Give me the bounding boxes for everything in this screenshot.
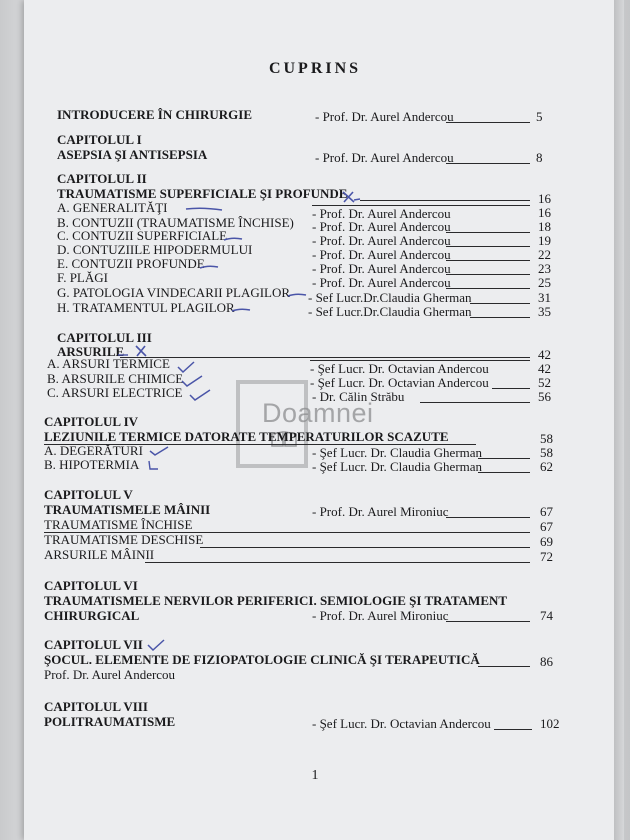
handwritten-check-icon: [146, 458, 160, 472]
toc-c3-b: B. ARSURILE CHIMICE: [47, 371, 184, 386]
toc-c3-title: ARSURILE: [57, 344, 125, 359]
toc-c5-page: 67: [540, 504, 553, 519]
toc-c2-f: F. PLĂGI: [57, 270, 108, 285]
toc-c5-c: ARSURILE MÂINII: [44, 547, 155, 562]
toc-leader-line: [478, 472, 530, 473]
toc-c2-g-page: 31: [538, 290, 551, 305]
toc-c8-page: 102: [540, 716, 560, 731]
toc-c5-author: - Prof. Dr. Aurel Mironiuc: [312, 504, 449, 519]
toc-c4-b: B. HIPOTERMIA: [44, 457, 140, 472]
toc-c1-title: ASEPSIA ŞI ANTISEPSIA: [57, 147, 208, 162]
toc-c2-b-page: 18: [538, 219, 551, 234]
toc-leader-line: [446, 274, 530, 275]
handwritten-dash-icon: [286, 290, 308, 300]
toc-c2-a-author: - Prof. Dr. Aurel Andercou: [312, 206, 451, 221]
toc-leader-line: [145, 562, 530, 563]
toc-c3-b-page: 52: [538, 375, 551, 390]
toc-c2-a: A. GENERALITĂŢI: [57, 200, 168, 215]
toc-c5-a: TRAUMATISME ÎNCHISE: [44, 517, 193, 532]
handwritten-check-icon: [188, 388, 212, 402]
toc-leader-line: [446, 232, 530, 233]
toc-c1-page: 8: [536, 150, 543, 165]
toc-leader-line: [478, 666, 530, 667]
toc-leader-line: [420, 402, 530, 403]
toc-c2-f-page: 25: [538, 275, 551, 290]
handwritten-check-icon: [148, 445, 170, 457]
toc-c2-b: B. CONTUZII (TRAUMATISME ÎNCHISE): [57, 215, 294, 230]
toc-leader-line: [478, 458, 530, 459]
toc-c4-title: LEZIUNILE TERMICE DATORATE TEMPERATURILOR SCAZUTE: [44, 429, 449, 444]
toc-leader-line: [200, 547, 530, 548]
toc-c2-c: C. CONTUZII SUPERFICIALE: [57, 228, 228, 243]
toc-c4-a-page: 58: [540, 445, 553, 460]
toc-leader-line: [312, 205, 530, 206]
toc-c7-heading: CAPITOLUL VII: [44, 637, 143, 652]
toc-leader-line: [446, 288, 530, 289]
toc-c3-c-page: 56: [538, 389, 551, 404]
toc-c1-heading: CAPITOLUL I: [57, 132, 142, 147]
watermark-text: Doamnei: [262, 398, 374, 428]
toc-c2-title: TRAUMATISME SUPERFICIALE ŞI PROFUNDE: [57, 186, 348, 201]
toc-c3-page: 42: [538, 347, 551, 362]
toc-leader-line: [446, 122, 530, 123]
toc-c5-title: TRAUMATISMELE MÂINII: [44, 502, 211, 517]
toc-c7-page: 86: [540, 654, 553, 669]
toc-c2-h-author: - Sef Lucr.Dr.Claudia Gherman: [308, 304, 472, 319]
toc-c2-heading: CAPITOLUL II: [57, 171, 147, 186]
toc-c4-b-page: 62: [540, 459, 553, 474]
toc-c3-c: C. ARSURI ELECTRICE: [47, 385, 183, 400]
toc-c2-a-page: 16: [538, 205, 551, 220]
toc-c5-a-page: 67: [540, 519, 553, 534]
toc-leader-line: [492, 388, 530, 389]
toc-leader-line: [446, 621, 530, 622]
handwritten-dash-icon: [198, 262, 220, 272]
toc-c7-title: ŞOCUL. ELEMENTE DE FIZIOPATOLOGIE CLINICĂ ŞI TERAPEUTICĂ: [44, 652, 480, 667]
toc-c3-heading: CAPITOLUL III: [57, 330, 152, 345]
toc-c6-author: - Prof. Dr. Aurel Mironiuc: [312, 608, 449, 623]
toc-intro-author: - Prof. Dr. Aurel Andercou: [315, 109, 454, 124]
toc-c3-a-page: 42: [538, 361, 551, 376]
toc-c3-b-author: - Şef Lucr. Dr. Octavian Andercou: [310, 375, 489, 390]
toc-c4-b-author: - Şef Lucr. Dr. Claudia Gherman: [312, 459, 483, 474]
toc-c2-h-page: 35: [538, 304, 551, 319]
toc-c2-d-page: 22: [538, 247, 551, 262]
toc-c2-page: 16: [538, 191, 551, 206]
toc-c6-page: 74: [540, 608, 553, 623]
toc-c2-e-page: 23: [538, 261, 551, 276]
page-number: 1: [311, 768, 319, 783]
toc-c3-a: A. ARSURI TERMICE: [47, 356, 170, 371]
toc-leader-line: [446, 517, 530, 518]
toc-c3-a-author: - Şef Lucr. Dr. Octavian Andercou: [310, 361, 489, 376]
toc-intro-page: 5: [536, 109, 543, 124]
toc-c5-b: TRAUMATISME DESCHISE: [44, 532, 204, 547]
toc-c6-title-line2: CHIRURGICAL: [44, 608, 140, 623]
toc-leader-line: [470, 303, 530, 304]
toc-c6-heading: CAPITOLUL VI: [44, 578, 138, 593]
toc-c2-e: E. CONTUZII PROFUNDE: [57, 256, 205, 271]
handwritten-check-icon: [146, 638, 166, 652]
toc-c8-author: - Şef Lucr. Dr. Octavian Andercou: [312, 716, 491, 731]
toc-c4-a-author: - Şef Lucr. Dr. Claudia Gherman: [312, 445, 483, 460]
toc-leader-line: [310, 360, 530, 361]
toc-c7-author: Prof. Dr. Aurel Andercou: [44, 667, 176, 682]
toc-leader-line: [360, 200, 530, 201]
toc-c2-h: H. TRATAMENTUL PLAGILOR: [57, 300, 235, 315]
toc-c2-e-author: - Prof. Dr. Aurel Andercou: [312, 261, 451, 276]
toc-c4-heading: CAPITOLUL IV: [44, 414, 139, 429]
toc-c2-g-author: - Sef Lucr.Dr.Claudia Gherman: [308, 290, 472, 305]
toc-leader-line: [470, 317, 530, 318]
toc-c5-b-page: 69: [540, 534, 553, 549]
toc-c2-c-author: - Prof. Dr. Aurel Andercou: [312, 233, 451, 248]
handwritten-check-icon: [180, 374, 204, 388]
toc-leader-line: [494, 729, 532, 730]
toc-leader-line: [446, 246, 530, 247]
page-title: CUPRINS: [268, 60, 362, 77]
toc-leader-line: [446, 260, 530, 261]
toc-c8-heading: CAPITOLUL VIII: [44, 699, 148, 714]
toc-c2-d: D. CONTUZIILE HIPODERMULUI: [57, 242, 253, 257]
toc-c2-b-author: - Prof. Dr. Aurel Andercou: [312, 219, 451, 234]
toc-c8-title: POLITRAUMATISME: [44, 714, 176, 729]
toc-c4-a: A. DEGERĂTURI: [44, 443, 143, 458]
toc-c5-heading: CAPITOLUL V: [44, 487, 133, 502]
toc-intro-title: INTRODUCERE ÎN CHIRURGIE: [57, 107, 253, 122]
toc-leader-line: [120, 357, 530, 358]
toc-leader-line: [446, 163, 530, 164]
toc-c2-g: G. PATOLOGIA VINDECARII PLAGILOR: [57, 285, 291, 300]
toc-c6-title-line1: TRAUMATISMELE NERVILOR PERIFERICI. SEMIOLOGIE ŞI TRATAMENT: [44, 593, 508, 608]
toc-c3-c-author: - Dr. Călin Străbu: [312, 389, 405, 404]
toc-c2-c-page: 19: [538, 233, 551, 248]
toc-c1-author: - Prof. Dr. Aurel Andercou: [315, 150, 454, 165]
handwritten-x-icon: [340, 190, 362, 204]
toc-c2-d-author: - Prof. Dr. Aurel Andercou: [312, 247, 451, 262]
toc-c2-f-author: - Prof. Dr. Aurel Andercou: [312, 275, 451, 290]
handwritten-dash-icon: [230, 305, 252, 315]
toc-c4-page: 58: [540, 431, 553, 446]
handwritten-dash-icon: [184, 204, 224, 214]
toc-c5-c-page: 72: [540, 549, 553, 564]
